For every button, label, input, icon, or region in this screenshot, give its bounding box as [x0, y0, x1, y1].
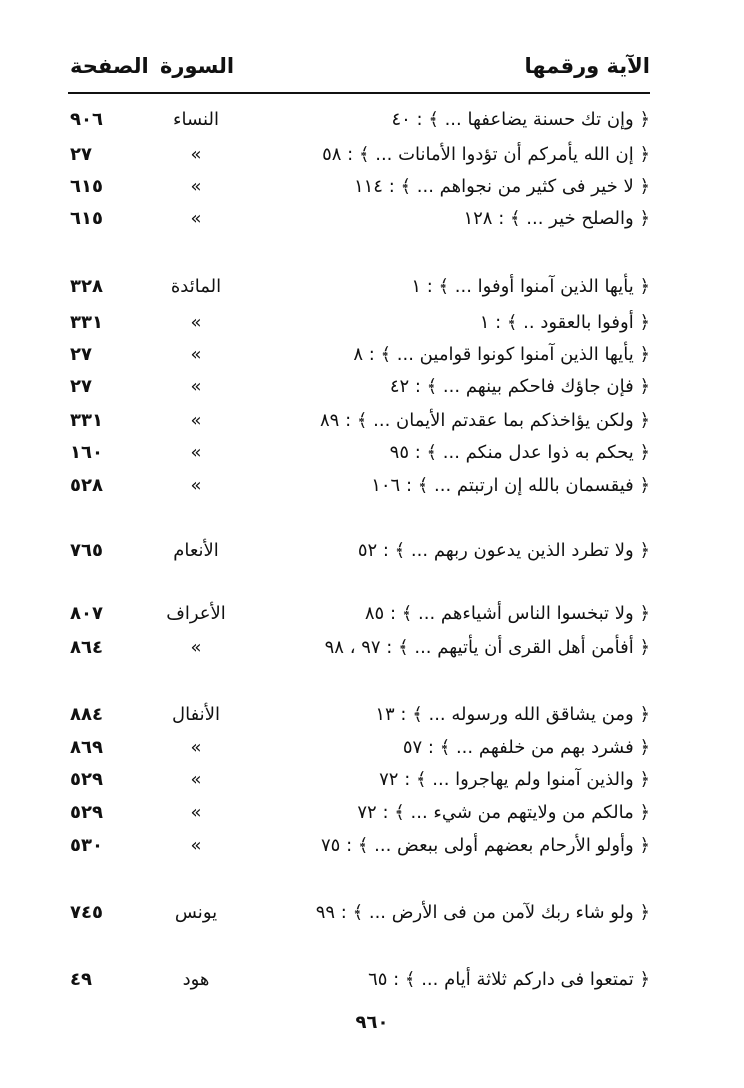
table-row: [0, 140, 744, 170]
page-ref: ٥٣٠: [70, 835, 103, 856]
header-ayah-column: الآية ورقمها: [524, 54, 650, 78]
ayah-text: ﴿ يحكم به ذوا عدل منكم ... ﴾ : ٩٥: [389, 442, 650, 463]
table-row: [0, 599, 744, 629]
page-ref: ٢٧: [70, 344, 92, 365]
surah-name: النساء: [173, 109, 219, 130]
page-ref: ٧٦٥: [70, 540, 103, 561]
ayah-text: ﴿ فإن جاؤك فاحكم بينهم ... ﴾ : ٤٢: [389, 376, 650, 397]
page-number: ٩٦٠: [355, 1012, 389, 1033]
table-row: [0, 965, 744, 995]
ayah-text: ﴿ يأيها الذين آمنوا كونوا قوامين ... ﴾ : ٨: [353, 344, 650, 365]
table-row: [0, 372, 744, 402]
page-ref: ٤٩: [70, 969, 92, 990]
table-row: [0, 700, 744, 730]
table-row: [0, 831, 744, 861]
table-row: [0, 308, 744, 338]
table-row: [0, 798, 744, 828]
ayah-text: ﴿ مالكم من ولايتهم من شيء ... ﴾ : ٧٢: [357, 802, 650, 823]
surah-name: »: [190, 344, 202, 365]
table-row: [0, 898, 744, 928]
surah-name: »: [190, 475, 202, 496]
page-ref: ٢٧: [70, 144, 92, 165]
table-row: [0, 272, 744, 302]
table-row: [0, 765, 744, 795]
surah-name: الأنعام: [173, 540, 219, 561]
surah-name: الأنفال: [172, 704, 220, 725]
ayah-text: ﴿ ولكن يؤاخذكم بما عقدتم الأيمان ... ﴾ : ٨٩: [320, 410, 650, 431]
surah-name: »: [190, 637, 202, 658]
page-ref: ٥٢٨: [70, 475, 103, 496]
ayah-text: ﴿ فيقسمان بالله إن ارتبتم ... ﴾ : ١٠٦: [371, 475, 650, 496]
table-row: [0, 438, 744, 468]
ayah-text: ﴿ تمتعوا فى داركم ثلاثة أيام ... ﴾ : ٦٥: [368, 969, 650, 990]
ayah-text: ﴿ فشرد بهم من خلفهم ... ﴾ : ٥٧: [402, 737, 650, 758]
page-ref: ٨٨٤: [70, 704, 103, 725]
page-ref: ٨٦٩: [70, 737, 103, 758]
surah-name: يونس: [174, 902, 218, 923]
page-ref: ٥٢٩: [70, 769, 103, 790]
surah-name: »: [190, 442, 202, 463]
table-row: [0, 733, 744, 763]
header-surah-column: السورة: [160, 54, 235, 78]
page-ref: ٩٠٦: [70, 109, 103, 130]
table-row: [0, 633, 744, 663]
ayah-text: ﴿ والصلح خير ... ﴾ : ١٢٨: [463, 208, 650, 229]
ayah-text: ﴿ وأولو الأرحام بعضهم أولى ببعض ... ﴾ : ٧٥: [321, 835, 650, 856]
surah-name: المائدة: [170, 276, 222, 297]
surah-name: »: [190, 802, 202, 823]
page-ref: ٢٧: [70, 376, 92, 397]
surah-name: »: [190, 769, 202, 790]
ayah-text: ﴿ والذين آمنوا ولم يهاجروا ... ﴾ : ٧٢: [379, 769, 650, 790]
page-ref: ٥٢٩: [70, 802, 103, 823]
surah-name: »: [190, 410, 202, 431]
page-ref: ٣٣١: [70, 410, 103, 431]
header-divider: [68, 92, 650, 94]
surah-name: »: [190, 312, 202, 333]
table-row: [0, 204, 744, 234]
page-ref: ٨٦٤: [70, 637, 103, 658]
page-ref: ٣٢٨: [70, 276, 103, 297]
surah-name: »: [190, 835, 202, 856]
ayah-text: ﴿ ولا تطرد الذين يدعون ربهم ... ﴾ : ٥٢: [357, 540, 650, 561]
table-row: [0, 471, 744, 501]
surah-name: »: [190, 737, 202, 758]
page-ref: ٨٠٧: [70, 603, 103, 624]
ayah-text: ﴿ يأيها الذين آمنوا أوفوا ... ﴾ : ١: [411, 276, 650, 297]
ayah-text: ﴿ ولو شاء ربك لآمن من فى الأرض ... ﴾ : ٩٩: [315, 902, 650, 923]
header-page-column: الصفحة: [70, 54, 149, 78]
surah-name: هود: [182, 969, 210, 990]
surah-name: »: [190, 208, 202, 229]
page-ref: ٣٣١: [70, 312, 103, 333]
page-ref: ٧٤٥: [70, 902, 103, 923]
table-row: [0, 536, 744, 566]
ayah-text: ﴿ أفأمن أهل القرى أن يأتيهم ... ﴾ : ٩٧ ، ٩٨: [324, 637, 650, 658]
table-row: [0, 172, 744, 202]
page-ref: ٦١٥: [70, 208, 103, 229]
table-row: [0, 406, 744, 436]
ayah-text: ﴿ إن الله يأمركم أن تؤدوا الأمانات ... ﴾ : ٥٨: [322, 144, 650, 165]
surah-name: »: [190, 176, 202, 197]
ayah-text: ﴿ لا خير فى كثير من نجواهم ... ﴾ : ١١٤: [353, 176, 650, 197]
ayah-text: ﴿ ولا تبخسوا الناس أشياءهم ... ﴾ : ٨٥: [364, 603, 650, 624]
page-ref: ٦١٥: [70, 176, 103, 197]
page-ref: ١٦٠: [70, 442, 103, 463]
ayah-text: ﴿ ومن يشاقق الله ورسوله ... ﴾ : ١٣: [375, 704, 650, 725]
surah-name: الأعراف: [166, 603, 226, 624]
table-row: [0, 105, 744, 135]
surah-name: »: [190, 144, 202, 165]
surah-name: »: [190, 376, 202, 397]
ayah-text: ﴿ وإن تك حسنة يضاعفها ... ﴾ : ٤٠: [391, 109, 650, 130]
table-row: [0, 340, 744, 370]
ayah-text: ﴿ أوفوا بالعقود .. ﴾ : ١: [479, 312, 650, 333]
